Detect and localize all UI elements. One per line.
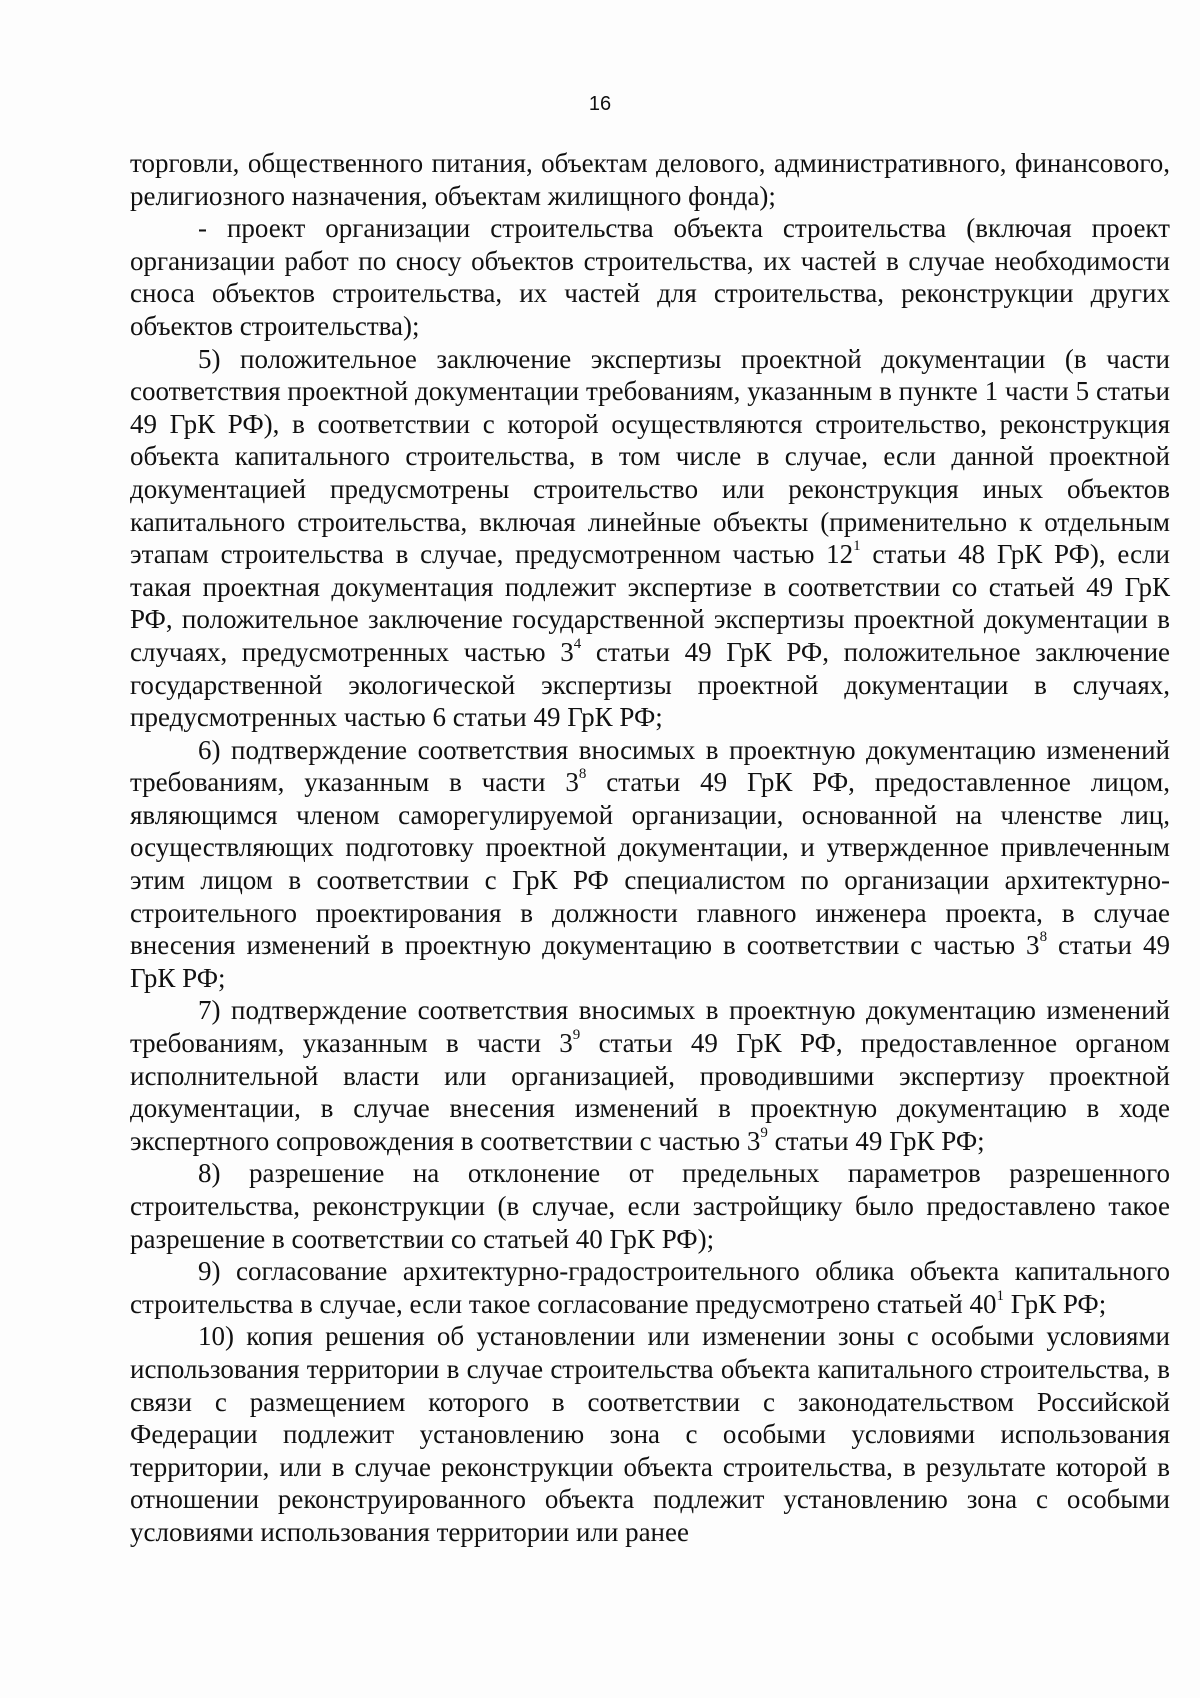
document-body: [130, 147, 1170, 1549]
text-run: 5) положительное заключение экспертизы проектной документации (в части соответствия проектной документации требованиям, указанным в пункте 1 части 5 статьи 49 ГрК РФ), в соответствии с которой осуществляются строительство, реконструкция объекта капитального строительства, в том числе в случае, если данной проектной документацией предусмотрены строительство или реконструкция иных объектов капитального строительства, включая линейные объекты (применительно к отдельным этапам строительства в случае, предусмотренном частью 12: [130, 343, 1170, 570]
paragraph-item-7: [130, 994, 1170, 1157]
text-run: статьи 48 ГрК РФ), если такая проектная документация подлежит экспертизе в соответствии со статьей 49 ГрК РФ, положительное заключение государственной экспертизы проектной документации в случаях, предусмотренных частью 3: [130, 539, 1170, 667]
text-run: - проект организации строительства объекта строительства (включая проект организации работ по сносу объектов строительства, их частей в случае необходимости сноса объектов строительства, их частей для строительства, реконструкции других объектов строительства);: [130, 213, 1170, 341]
text-run: статьи 49 ГрК РФ;: [130, 930, 1170, 993]
paragraph-item-6: [130, 734, 1170, 995]
text-run: статьи 49 ГрК РФ;: [767, 1125, 985, 1156]
paragraph-item-10: [130, 1320, 1170, 1548]
paragraph-item-9: [130, 1255, 1170, 1320]
paragraph-continuation: [130, 147, 1170, 212]
paragraph-item-8: [130, 1157, 1170, 1255]
superscript: 1: [853, 538, 861, 555]
paragraph-project-organization: [130, 212, 1170, 342]
text-run: 8) разрешение на отклонение от предельных параметров разрешенного строительства, реконструкции (в случае, если застройщику было предоставлено такое разрешение в соответствии со статьей 40 ГрК РФ);: [130, 1158, 1170, 1254]
text-run: 9) согласование архитектурно-градостроительного облика объекта капитального строительства в случае, если такое согласование предусмотрено статьей 40: [130, 1256, 1170, 1319]
text-run: статьи 49 ГрК РФ, положительное заключение государственной экологической экспертизы проектной документации в случаях, предусмотренных частью 6 статьи 49 ГрК РФ;: [130, 636, 1170, 733]
text-run: ГрК РФ;: [1003, 1288, 1107, 1319]
superscript: 9: [760, 1124, 768, 1141]
paragraph-item-5: [130, 343, 1170, 734]
superscript: 4: [573, 635, 582, 652]
superscript: 9: [572, 1027, 581, 1044]
text-run: статьи 49 ГрК РФ, предоставленное лицом, являющимся членом саморегулируемой организации, основанной на членстве лиц, осуществляющих подготовку проектной документации, и утвержденное привлеченным этим лицом в соответствии с ГрК РФ специалистом по организации архитектурно-строительного проектирования в должности главного инженера проекта, в случае внесения изменений в проектную документацию в соответствии с частью 3: [130, 767, 1170, 961]
page-number: 16: [588, 93, 612, 115]
text-run: 10) копия решения об установлении или изменении зоны с особыми условиями использования территории в случае строительства объекта капитального строительства, в связи с размещением которого в соответствии с законодательством Российской Федерации подлежит установлению зона с особыми условиями использования территории, или в случае реконструкции объекта строительства, в результате которой в отношении реконструированного объекта подлежит установлению зона с особыми условиями использования территории или ранее: [130, 1321, 1170, 1547]
text-run: 7) подтверждение соответствия вносимых в проектную документацию изменений требованиям, указанным в части 3: [130, 995, 1170, 1059]
text-run: статьи 49 ГрК РФ, предоставленное органом исполнительной власти или организацией, проводившими экспертизу проектной документации, в случае внесения изменений в проектную документацию в ходе экспертного сопровождения в соответствии с частью 3: [130, 1028, 1170, 1156]
superscript: 8: [1039, 929, 1048, 946]
text-run: 6) подтверждение соответствия вносимых в проектную документацию изменений требованиям, указанным в части 3: [130, 734, 1170, 798]
superscript: 1: [996, 1287, 1004, 1304]
text-run: торговли, общественного питания, объектам делового, административного, финансового, религиозного назначения, объектам жилищного фонда);: [130, 148, 1170, 211]
superscript: 8: [578, 766, 587, 783]
